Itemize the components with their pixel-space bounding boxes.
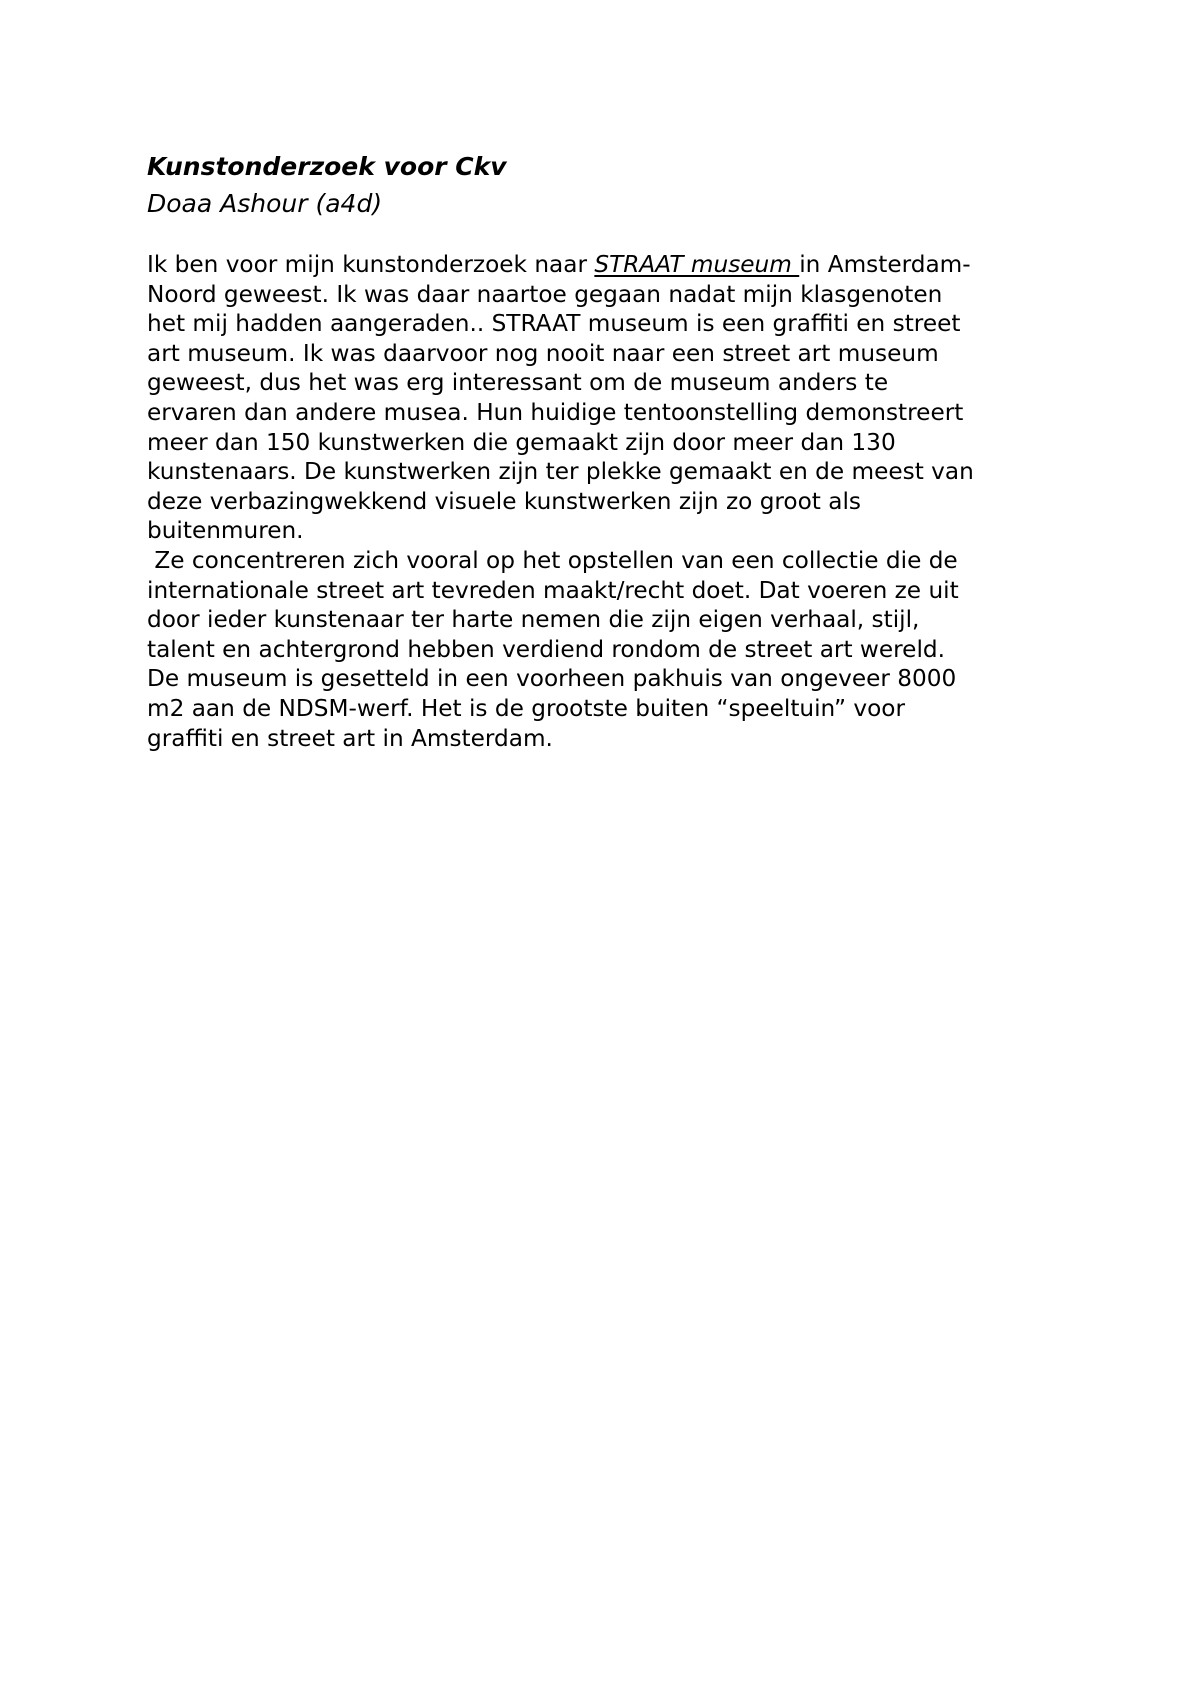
straat-museum-link[interactable]: STRAAT museum	[594, 251, 800, 278]
body-text-segment: Ik ben voor mijn kunstonderzoek naar	[147, 251, 595, 278]
body-line: Noord geweest. Ik was daar naartoe gegaan nadat mijn klasgenoten	[147, 280, 943, 308]
body-line: graffiti en street art in Amsterdam.	[147, 724, 553, 752]
body-line	[147, 250, 1087, 280]
body-line: door ieder kunstenaar ter harte nemen die zijn eigen verhaal, stijl,	[147, 606, 920, 634]
body-line: ervaren dan andere musea. Hun huidige tentoonstelling demonstreert	[147, 398, 964, 426]
body-text-segment: in Amsterdam-	[799, 251, 971, 278]
body-line: deze verbazingwekkend visuele kunstwerken zijn zo groot als	[147, 487, 861, 515]
document-author: Doaa Ashour (a4d)	[147, 189, 383, 218]
body-line: meer dan 150 kunstwerken die gemaakt zijn door meer dan 130	[147, 428, 896, 456]
body-line: De museum is gesetteld in een voorheen pakhuis van ongeveer 8000	[147, 665, 957, 693]
document-title: Kunstonderzoek voor Ckv	[147, 152, 507, 181]
body-line: kunstenaars. De kunstwerken zijn ter plekke gemaakt en de meest van	[147, 458, 974, 486]
body-line: m2 aan de NDSM-werf. Het is de grootste buiten “speeltuin” voor	[147, 694, 905, 722]
body-line: internationale street art tevreden maakt/recht doet. Dat voeren ze uit	[147, 576, 959, 604]
body-line: geweest, dus het was erg interessant om de museum anders te	[147, 369, 889, 397]
document-body	[147, 250, 1087, 753]
body-line: Ze concentreren zich vooral op het opstellen van een collectie die de	[147, 546, 958, 574]
body-line: talent en achtergrond hebben verdiend rondom de street art wereld.	[147, 635, 945, 663]
body-line: het mij hadden aangeraden.. STRAAT museum is een graffiti en street	[147, 310, 961, 338]
body-line: art museum. Ik was daarvoor nog nooit naar een street art museum	[147, 339, 939, 367]
body-line: buitenmuren.	[147, 517, 304, 545]
